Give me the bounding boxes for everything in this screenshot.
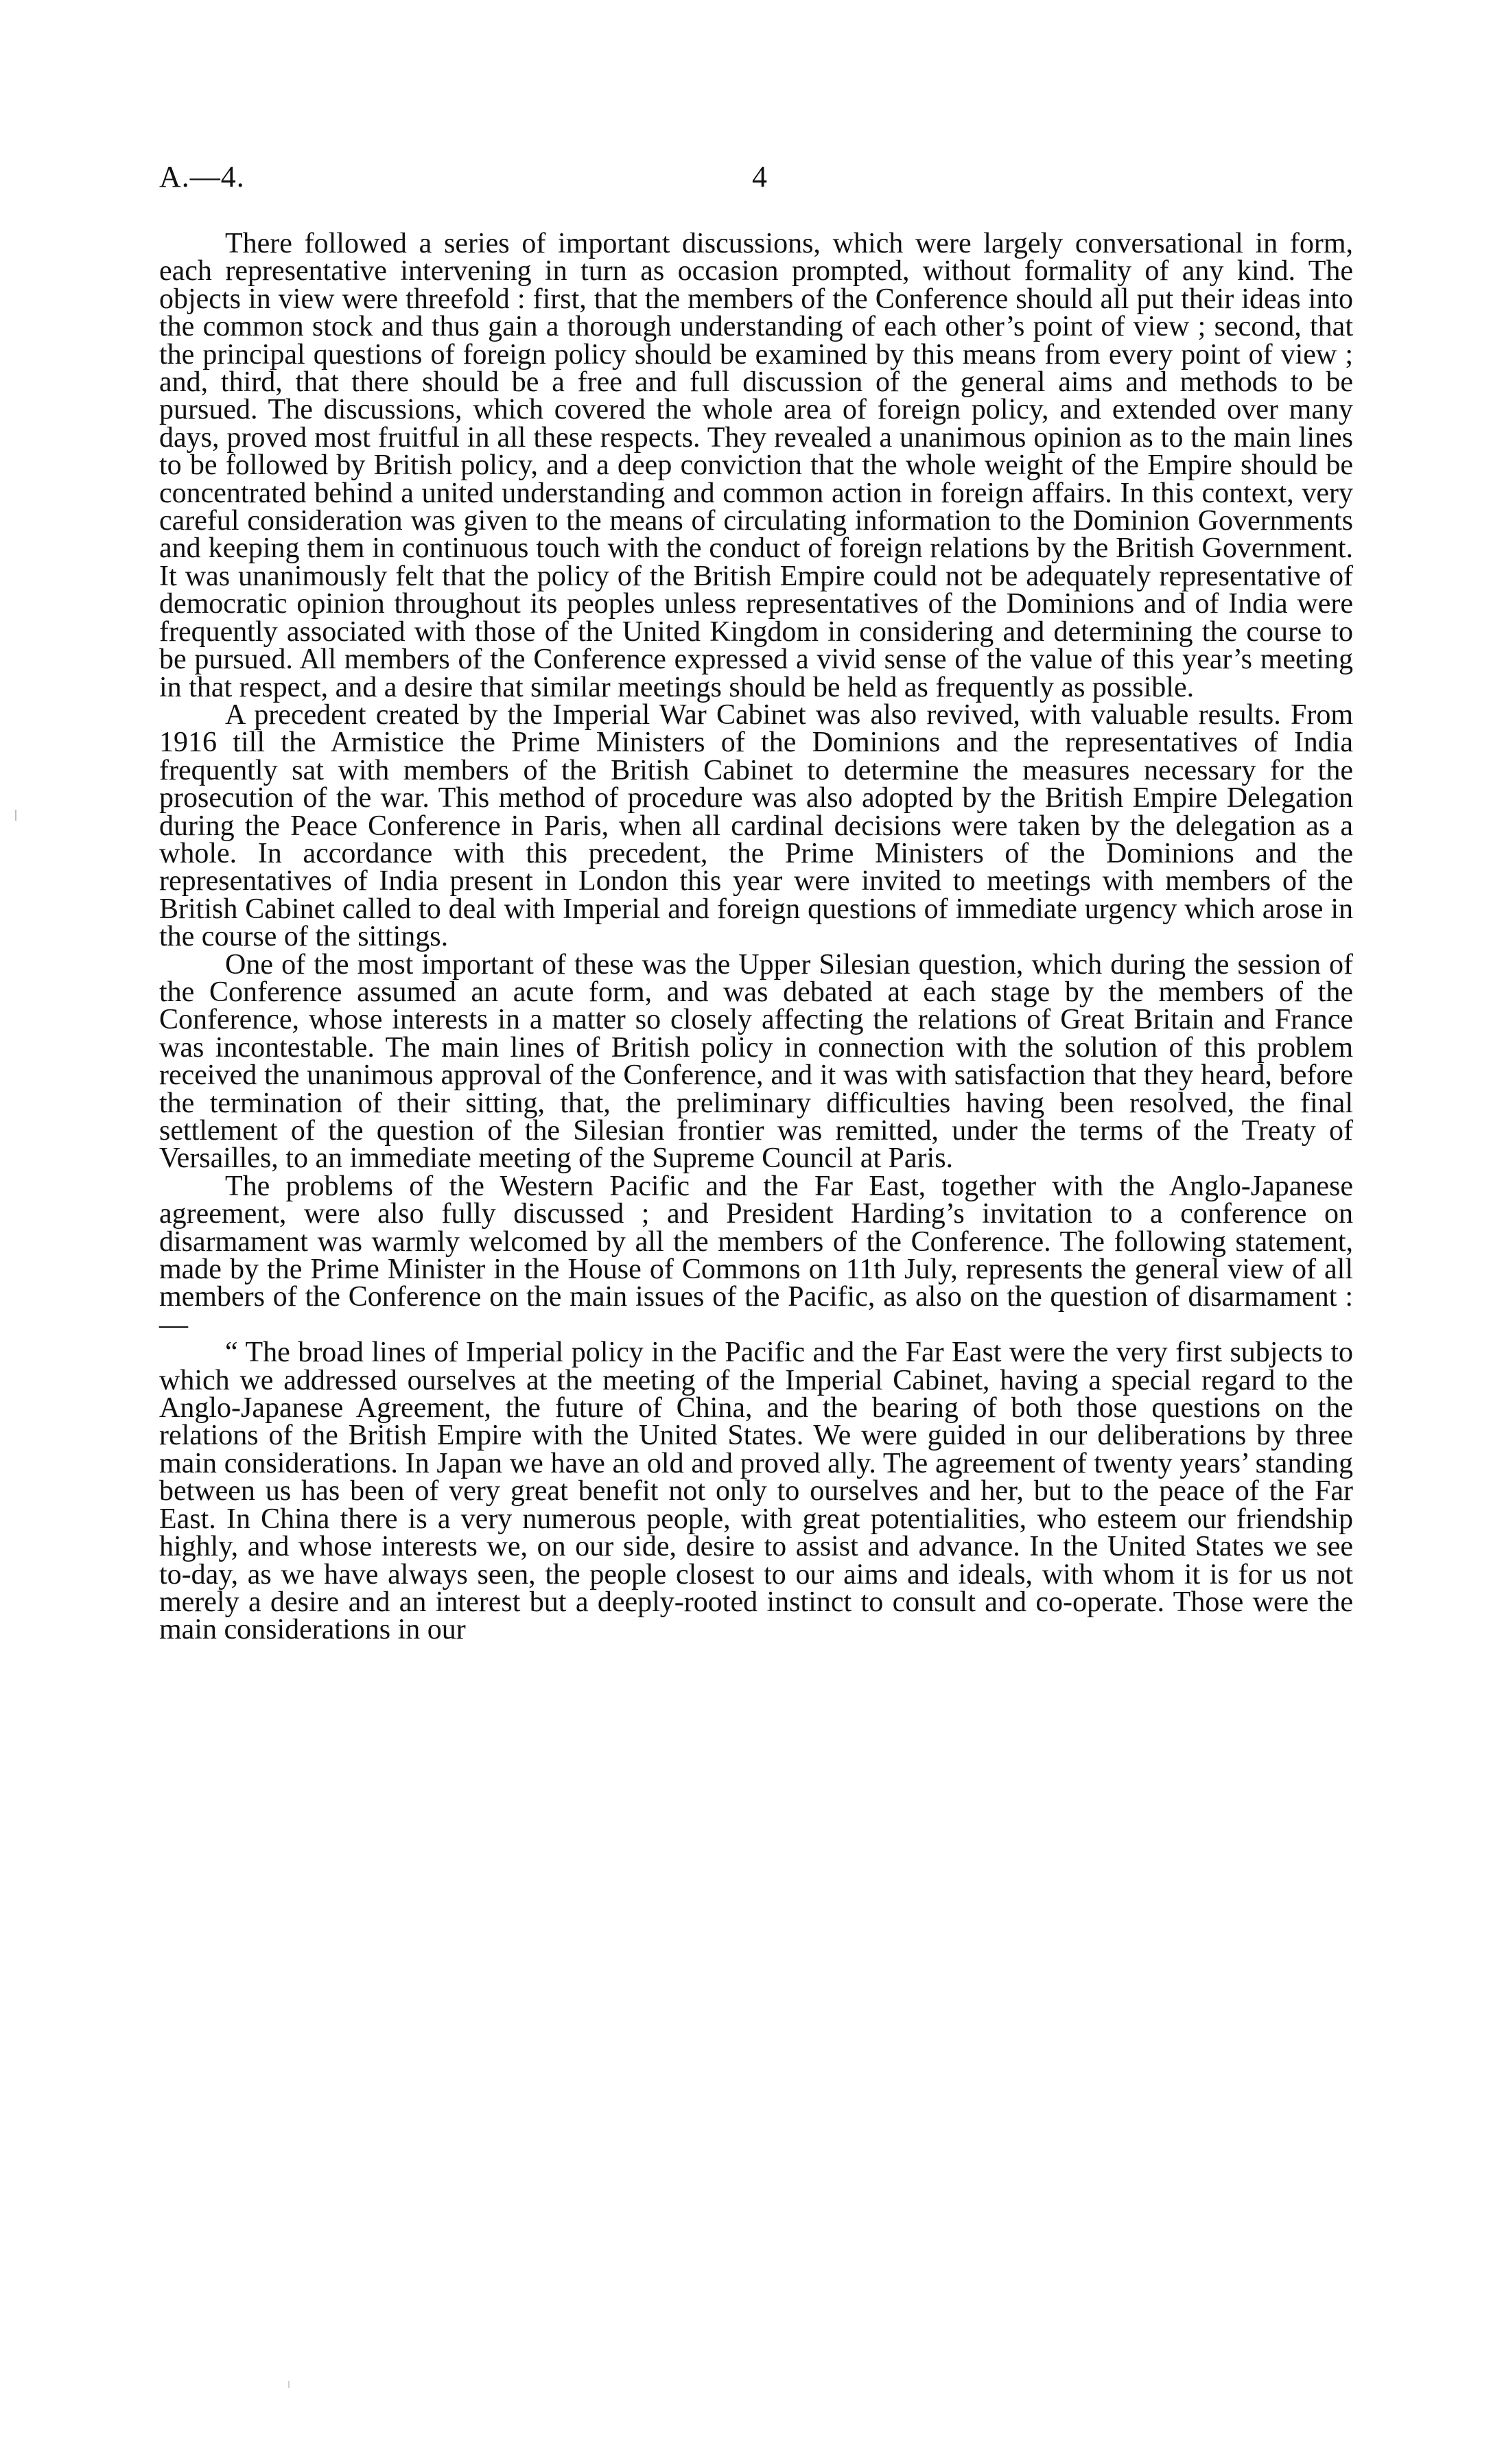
paragraph-threefold-objects: There followed a series of important discussions, which were largely conversational in form, each representative intervening in turn as occasion prompted, without formality of any kind. The objects in view were threefold : first, that the members of the Conference should all put their ideas into the common stock and thus gain a thorough understanding of each other’s point of view ; second, that the principal questions of foreign policy should be examined by this means from every point of view ; and, third, that there should be a free and full discussion of the general aims and methods to be pursued. The discussions, which covered the whole area of foreign policy, and extended over many days, proved most fruitful in all these respects. They revealed a unanimous opinion as to the main lines to be followed by British policy, and a deep conviction that the whole weight of the Empire should be concentrated behind a united understanding and common action in foreign affairs. In this context, very careful consideration was given to the means of circulating information to the Dominion Governments and keeping them in continuous touch with the conduct of foreign relations by the British Government. It was unanimously felt that the policy of the British Empire could not be adequately representative of democratic opinion throughout its peoples unless representatives of the Dominions and of India were frequently associated with those of the United Kingdom in considering and determining the course to be pursued. All members of the Conference expressed a vivid sense of the value of this year’s meeting in that respect, and a desire that similar meetings should be held as frequently as possible. [159,228,1353,703]
paragraph-imperial-war-cabinet-precedent: A precedent created by the Imperial War Cabinet was also revived, with valuable results. From 1916 till the Armistice the Prime Ministers of the Dominions and the representatives of India frequently sat with members of the British Cabinet to determine the measures necessary for the prosecution of the war. This method of procedure was also adopted by the British Empire Delegation during the Peace Conference in Paris, when all cardinal decisions were taken by the delegation as a whole. In accordance with this precedent, the Prime Ministers of the Dominions and the representatives of India present in London this year were invited to meetings with members of the British Cabinet called to deal with Imperial and foreign questions of immediate urgency which arose in the course of the sittings. [159,699,1353,953]
paragraph-western-pacific-far-east: The problems of the Western Pacific and the Far East, together with the Anglo-Japanese agreement, were also fully discussed ; and President Harding’s invitation to a conference on disarmament was warmly welcomed by all the members of the Conference. The following statement, made by the Prime Minister in the House of Commons on 11th July, represents the general view of all members of the Conference on the main issues of the Pacific, as also on the question of disarmament :— [159,1170,1353,1341]
document-body [159,230,1353,1644]
page-number: 4 [752,160,767,193]
document-reference: A.—4. [159,160,245,193]
paragraph-prime-minister-statement-quote: “ The broad lines of Imperial policy in the Pacific and the Far East were the very first subjects to which we addressed ourselves at the meeting of the Imperial Cabinet, having a special regard to the Anglo-Japanese Agreement, the future of China, and the bearing of both those questions on the relations of the British Empire with the United States. We were guided in our deliberations by three main considerations. In Japan we have an old and proved ally. The agreement of twenty years’ standing between us has been of very great benefit not only to ourselves and her, but to the peace of the Far East. In China there is a very numerous people, with great potentialities, who esteem our friendship highly, and whose interests we, on our side, desire to assist and advance. In the United States we see to-day, as we have always seen, the people closest to our aims and ideals, with whom it is for us not merely a desire and an interest but a deeply-rooted instinct to consult and co-operate. Those were the main considerations in our [159,1337,1353,1646]
scan-mark [288,2381,290,2388]
paragraph-upper-silesian-question: One of the most important of these was the Upper Silesian question, which during the session of the Conference assumed an acute form, and was debated at each stage by the members of the Conference, whose interests in a matter so closely affecting the relations of Great Britain and France was incontestable. The main lines of British policy in connection with the solution of this problem received the unanimous approval of the Conference, and it was with satisfaction that they heard, before the termination of their sitting, that, the preliminary difficulties having been resolved, the final settlement of the question of the Silesian frontier was remitted, under the terms of the Treaty of Versailles, to an immediate meeting of the Supreme Council at Paris. [159,948,1353,1175]
scan-mark [15,810,16,821]
page-header [159,159,1353,200]
